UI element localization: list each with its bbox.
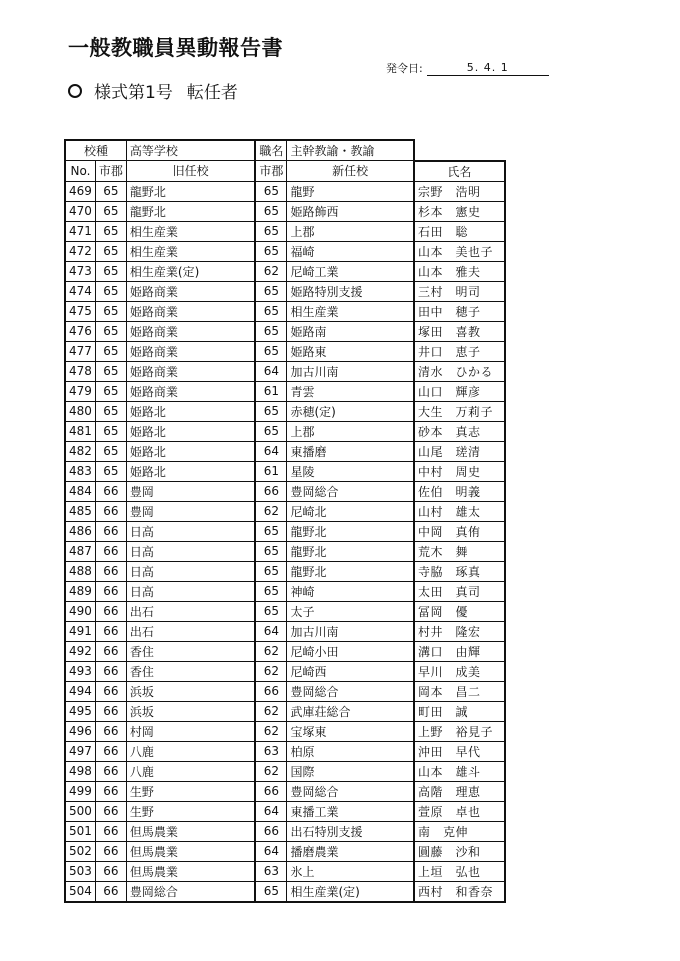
table-row — [65, 681, 505, 701]
row-no: 471 — [65, 221, 95, 241]
row-name: 町田 誠 — [414, 701, 505, 721]
row-name: 石田 聡 — [414, 221, 505, 241]
row-old-city: 65 — [95, 181, 126, 201]
row-old-school: 豊岡 — [126, 481, 255, 501]
row-new-city: 62 — [255, 261, 287, 281]
table-row — [65, 621, 505, 641]
row-new-city: 65 — [255, 241, 287, 261]
row-old-city: 66 — [95, 521, 126, 541]
row-new-school: 豊岡総合 — [287, 481, 414, 501]
table-row — [65, 541, 505, 561]
row-name: 沖田 早代 — [414, 741, 505, 761]
row-new-city: 62 — [255, 641, 287, 661]
row-old-school: 龍野北 — [126, 201, 255, 221]
row-name: 早川 成美 — [414, 661, 505, 681]
row-old-school: 八鹿 — [126, 761, 255, 781]
row-old-city: 66 — [95, 541, 126, 561]
table-row — [65, 741, 505, 761]
row-name: 中村 周史 — [414, 461, 505, 481]
row-new-city: 61 — [255, 381, 287, 401]
row-old-city: 66 — [95, 781, 126, 801]
row-new-school: 加古川南 — [287, 621, 414, 641]
row-name: 村井 隆宏 — [414, 621, 505, 641]
row-old-school: 姫路北 — [126, 441, 255, 461]
row-new-city: 64 — [255, 841, 287, 861]
table-row — [65, 861, 505, 881]
row-new-school: 龍野北 — [287, 541, 414, 561]
header-no: No. — [65, 161, 95, 182]
table-row — [65, 421, 505, 441]
row-new-city: 62 — [255, 501, 287, 521]
row-new-school: 尼崎工業 — [287, 261, 414, 281]
row-old-school: 日高 — [126, 581, 255, 601]
row-new-city: 65 — [255, 341, 287, 361]
row-new-school: 国際 — [287, 761, 414, 781]
row-old-city: 66 — [95, 761, 126, 781]
row-new-city: 66 — [255, 681, 287, 701]
row-new-city: 65 — [255, 281, 287, 301]
row-old-city: 66 — [95, 481, 126, 501]
empty-cell — [414, 140, 505, 161]
row-no: 473 — [65, 261, 95, 281]
row-new-school: 神崎 — [287, 581, 414, 601]
row-new-city: 62 — [255, 701, 287, 721]
row-old-city: 65 — [95, 321, 126, 341]
table-row — [65, 521, 505, 541]
row-old-school: 八鹿 — [126, 741, 255, 761]
row-old-school: 姫路商業 — [126, 301, 255, 321]
row-name: 杉本 憲史 — [414, 201, 505, 221]
row-no: 469 — [65, 181, 95, 201]
row-old-city: 65 — [95, 261, 126, 281]
row-old-school: 生野 — [126, 781, 255, 801]
issue-date — [386, 60, 549, 76]
row-new-school: 播磨農業 — [287, 841, 414, 861]
row-old-school: 但馬農業 — [126, 821, 255, 841]
row-no: 472 — [65, 241, 95, 261]
row-old-city: 65 — [95, 361, 126, 381]
issue-date-value: 5. 4. 1 — [427, 61, 549, 76]
row-new-school: 姫路南 — [287, 321, 414, 341]
header-new-school: 新任校 — [287, 161, 414, 182]
table-row — [65, 581, 505, 601]
row-name: 中岡 真侑 — [414, 521, 505, 541]
row-name: 山本 雄斗 — [414, 761, 505, 781]
row-old-school: 村岡 — [126, 721, 255, 741]
row-old-school: 日高 — [126, 561, 255, 581]
row-name: 南 克伸 — [414, 821, 505, 841]
row-old-school: 浜坂 — [126, 701, 255, 721]
transfer-table — [64, 139, 506, 903]
row-old-city: 65 — [95, 241, 126, 261]
row-new-school: 出石特別支援 — [287, 821, 414, 841]
row-no: 476 — [65, 321, 95, 341]
row-name: 塚田 喜教 — [414, 321, 505, 341]
table-row — [65, 361, 505, 381]
row-name: 溝口 由輝 — [414, 641, 505, 661]
row-new-school: 柏原 — [287, 741, 414, 761]
row-old-city: 66 — [95, 581, 126, 601]
row-old-city: 65 — [95, 301, 126, 321]
row-old-city: 66 — [95, 501, 126, 521]
row-new-school: 姫路東 — [287, 341, 414, 361]
row-name: 寺脇 琢真 — [414, 561, 505, 581]
meta-row — [65, 140, 505, 161]
row-name: 冨岡 優 — [414, 601, 505, 621]
row-new-school: 龍野北 — [287, 561, 414, 581]
table-row — [65, 501, 505, 521]
table-row — [65, 241, 505, 261]
row-no: 502 — [65, 841, 95, 861]
row-name: 三村 明司 — [414, 281, 505, 301]
row-old-school: 日高 — [126, 521, 255, 541]
row-old-city: 65 — [95, 381, 126, 401]
table-row — [65, 321, 505, 341]
form-type: 転任者 — [186, 83, 238, 103]
row-old-city: 65 — [95, 281, 126, 301]
row-new-city: 62 — [255, 721, 287, 741]
row-old-city: 66 — [95, 661, 126, 681]
table-row — [65, 461, 505, 481]
document-title: 一般教職員異動報告書 — [68, 36, 283, 60]
row-name: 山村 雄太 — [414, 501, 505, 521]
row-new-city: 65 — [255, 541, 287, 561]
row-new-school: 太子 — [287, 601, 414, 621]
row-new-city: 65 — [255, 201, 287, 221]
row-new-school: 加古川南 — [287, 361, 414, 381]
row-name: 上垣 弘也 — [414, 861, 505, 881]
header-new-city: 市郡 — [255, 161, 287, 182]
row-name: 高階 理恵 — [414, 781, 505, 801]
row-old-school: 龍野北 — [126, 181, 255, 201]
row-no: 474 — [65, 281, 95, 301]
row-old-city: 65 — [95, 401, 126, 421]
row-old-city: 66 — [95, 741, 126, 761]
row-no: 483 — [65, 461, 95, 481]
row-old-school: 相生産業(定) — [126, 261, 255, 281]
header-row — [65, 161, 505, 182]
row-no: 492 — [65, 641, 95, 661]
row-old-school: 相生産業 — [126, 241, 255, 261]
table-row — [65, 721, 505, 741]
row-no: 501 — [65, 821, 95, 841]
row-old-city: 66 — [95, 861, 126, 881]
circle-bullet-icon — [68, 84, 82, 98]
table-row — [65, 601, 505, 621]
row-new-city: 63 — [255, 861, 287, 881]
row-no: 479 — [65, 381, 95, 401]
row-old-school: 但馬農業 — [126, 861, 255, 881]
row-no: 486 — [65, 521, 95, 541]
row-no: 484 — [65, 481, 95, 501]
table-row — [65, 841, 505, 861]
row-new-school: 相生産業(定) — [287, 881, 414, 902]
row-old-city: 66 — [95, 701, 126, 721]
row-old-city: 66 — [95, 681, 126, 701]
table-row — [65, 701, 505, 721]
row-name: 荒木 舞 — [414, 541, 505, 561]
row-old-school: 相生産業 — [126, 221, 255, 241]
position-label: 職名 — [255, 140, 287, 161]
row-old-city: 65 — [95, 221, 126, 241]
header-old-city: 市郡 — [95, 161, 126, 182]
row-name: 井口 恵子 — [414, 341, 505, 361]
row-no: 470 — [65, 201, 95, 221]
row-no: 499 — [65, 781, 95, 801]
row-no: 487 — [65, 541, 95, 561]
row-old-school: 香住 — [126, 641, 255, 661]
row-new-city: 65 — [255, 181, 287, 201]
row-old-school: 姫路商業 — [126, 321, 255, 341]
row-new-school: 赤穂(定) — [287, 401, 414, 421]
table-row — [65, 661, 505, 681]
row-new-school: 上郡 — [287, 221, 414, 241]
table-row — [65, 381, 505, 401]
row-new-school: 東播工業 — [287, 801, 414, 821]
row-no: 504 — [65, 881, 95, 902]
table-row — [65, 561, 505, 581]
row-no: 503 — [65, 861, 95, 881]
row-old-school: 但馬農業 — [126, 841, 255, 861]
row-old-school: 姫路商業 — [126, 341, 255, 361]
row-new-school: 龍野 — [287, 181, 414, 201]
row-name: 太田 真司 — [414, 581, 505, 601]
position-value: 主幹教諭・教諭 — [287, 140, 414, 161]
row-old-city: 66 — [95, 841, 126, 861]
header-old-school: 旧任校 — [126, 161, 255, 182]
row-new-city: 66 — [255, 481, 287, 501]
row-old-school: 豊岡総合 — [126, 881, 255, 902]
row-new-school: 青雲 — [287, 381, 414, 401]
row-new-school: 姫路特別支援 — [287, 281, 414, 301]
row-old-school: 生野 — [126, 801, 255, 821]
row-new-city: 65 — [255, 221, 287, 241]
row-no: 489 — [65, 581, 95, 601]
row-no: 480 — [65, 401, 95, 421]
row-no: 496 — [65, 721, 95, 741]
row-new-city: 64 — [255, 801, 287, 821]
row-new-city: 65 — [255, 561, 287, 581]
table-row — [65, 441, 505, 461]
table-row — [65, 821, 505, 841]
row-new-school: 尼崎北 — [287, 501, 414, 521]
row-new-school: 上郡 — [287, 421, 414, 441]
row-old-city: 66 — [95, 641, 126, 661]
row-old-school: 姫路北 — [126, 401, 255, 421]
table-row — [65, 301, 505, 321]
row-new-school: 東播磨 — [287, 441, 414, 461]
row-new-school: 星陵 — [287, 461, 414, 481]
row-no: 494 — [65, 681, 95, 701]
row-old-city: 66 — [95, 881, 126, 902]
row-name: 宗野 浩明 — [414, 181, 505, 201]
row-old-school: 姫路商業 — [126, 361, 255, 381]
row-new-city: 65 — [255, 421, 287, 441]
row-old-city: 66 — [95, 601, 126, 621]
row-new-city: 62 — [255, 761, 287, 781]
row-no: 497 — [65, 741, 95, 761]
school-type-label: 校種 — [65, 140, 126, 161]
table-row — [65, 181, 505, 201]
row-new-city: 64 — [255, 441, 287, 461]
table-row — [65, 201, 505, 221]
row-name: 山尾 瑳清 — [414, 441, 505, 461]
row-old-school: 香住 — [126, 661, 255, 681]
row-new-school: 豊岡総合 — [287, 681, 414, 701]
row-new-school: 豊岡総合 — [287, 781, 414, 801]
row-old-city: 65 — [95, 201, 126, 221]
row-new-city: 65 — [255, 581, 287, 601]
row-no: 491 — [65, 621, 95, 641]
issue-date-label: 発令日: — [386, 62, 423, 75]
row-old-school: 浜坂 — [126, 681, 255, 701]
row-old-city: 66 — [95, 801, 126, 821]
row-new-school: 氷上 — [287, 861, 414, 881]
row-new-school: 福崎 — [287, 241, 414, 261]
row-new-city: 62 — [255, 661, 287, 681]
row-new-city: 61 — [255, 461, 287, 481]
row-old-school: 姫路北 — [126, 461, 255, 481]
header-name: 氏名 — [414, 161, 505, 182]
row-name: 萱原 卓也 — [414, 801, 505, 821]
row-no: 478 — [65, 361, 95, 381]
row-no: 493 — [65, 661, 95, 681]
row-new-city: 63 — [255, 741, 287, 761]
row-name: 大生 万莉子 — [414, 401, 505, 421]
row-new-city: 65 — [255, 881, 287, 902]
row-old-school: 姫路商業 — [126, 381, 255, 401]
row-old-school: 姫路商業 — [126, 281, 255, 301]
row-old-city: 66 — [95, 721, 126, 741]
row-new-city: 64 — [255, 361, 287, 381]
row-old-school: 出石 — [126, 601, 255, 621]
row-no: 495 — [65, 701, 95, 721]
table-row — [65, 221, 505, 241]
row-no: 488 — [65, 561, 95, 581]
row-old-school: 姫路北 — [126, 421, 255, 441]
row-new-city: 65 — [255, 601, 287, 621]
row-new-city: 64 — [255, 621, 287, 641]
row-old-city: 65 — [95, 421, 126, 441]
row-name: 田中 穂子 — [414, 301, 505, 321]
row-new-city: 66 — [255, 781, 287, 801]
row-no: 482 — [65, 441, 95, 461]
form-number: 様式第1号 — [94, 83, 173, 103]
row-new-school: 宝塚東 — [287, 721, 414, 741]
row-new-school: 尼崎西 — [287, 661, 414, 681]
row-name: 山本 美也子 — [414, 241, 505, 261]
row-no: 490 — [65, 601, 95, 621]
row-old-city: 65 — [95, 441, 126, 461]
table-row — [65, 281, 505, 301]
table-row — [65, 881, 505, 902]
row-new-school: 武庫荘総合 — [287, 701, 414, 721]
row-new-school: 龍野北 — [287, 521, 414, 541]
table-row — [65, 261, 505, 281]
row-name: 圓藤 沙和 — [414, 841, 505, 861]
row-name: 山本 雅夫 — [414, 261, 505, 281]
row-new-school: 姫路飾西 — [287, 201, 414, 221]
row-new-city: 66 — [255, 821, 287, 841]
form-heading — [68, 78, 238, 103]
row-no: 500 — [65, 801, 95, 821]
row-no: 477 — [65, 341, 95, 361]
school-type-value: 高等学校 — [126, 140, 255, 161]
row-no: 485 — [65, 501, 95, 521]
row-old-city: 65 — [95, 341, 126, 361]
row-new-city: 65 — [255, 521, 287, 541]
row-old-city: 66 — [95, 621, 126, 641]
row-new-school: 相生産業 — [287, 301, 414, 321]
row-old-school: 日高 — [126, 541, 255, 561]
row-name: 清水 ひかる — [414, 361, 505, 381]
row-name: 砂本 真志 — [414, 421, 505, 441]
row-old-city: 66 — [95, 561, 126, 581]
row-name: 山口 輝彦 — [414, 381, 505, 401]
table-row — [65, 641, 505, 661]
row-old-school: 豊岡 — [126, 501, 255, 521]
row-new-city: 65 — [255, 401, 287, 421]
table-row — [65, 801, 505, 821]
row-no: 475 — [65, 301, 95, 321]
table-row — [65, 761, 505, 781]
table-row — [65, 781, 505, 801]
row-name: 佐伯 明義 — [414, 481, 505, 501]
table-row — [65, 481, 505, 501]
row-name: 西村 和香奈 — [414, 881, 505, 902]
row-name: 岡本 昌二 — [414, 681, 505, 701]
row-old-city: 65 — [95, 461, 126, 481]
row-old-city: 66 — [95, 821, 126, 841]
table-row — [65, 401, 505, 421]
row-new-city: 65 — [255, 321, 287, 341]
row-no: 498 — [65, 761, 95, 781]
row-no: 481 — [65, 421, 95, 441]
row-new-school: 尼崎小田 — [287, 641, 414, 661]
row-old-school: 出石 — [126, 621, 255, 641]
table-row — [65, 341, 505, 361]
row-name: 上野 裕見子 — [414, 721, 505, 741]
row-new-city: 65 — [255, 301, 287, 321]
